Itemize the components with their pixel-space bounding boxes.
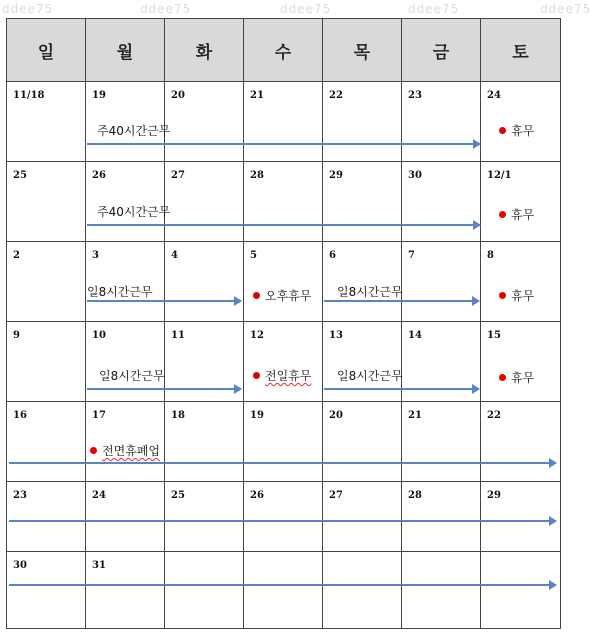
watermark: ddee75	[140, 2, 192, 16]
date-label: 17	[92, 410, 106, 421]
header-friday: 금	[402, 19, 481, 82]
red-dot-icon	[253, 372, 260, 379]
day-cell	[402, 552, 481, 628]
day-cell	[323, 482, 402, 552]
date-label: 21	[250, 90, 264, 101]
date-label: 30	[408, 170, 422, 181]
day-cell	[244, 552, 323, 628]
event-day-off	[253, 367, 311, 384]
header-wednesday: 수	[244, 19, 323, 82]
arrow-icon	[87, 388, 241, 390]
date-label: 2	[13, 250, 20, 261]
date-label: 25	[13, 170, 27, 181]
date-label: 5	[250, 250, 257, 261]
date-label: 12	[250, 330, 264, 341]
header-thursday: 목	[323, 19, 402, 82]
event-label: 일8시간근무	[337, 369, 403, 383]
arrow-icon	[87, 143, 480, 145]
event-label: 전일휴무	[265, 369, 312, 383]
header-saturday: 토	[481, 19, 560, 82]
day-cell	[7, 402, 86, 482]
event-label: 오후휴무	[265, 289, 312, 303]
day-cell	[244, 482, 323, 552]
date-label: 3	[92, 250, 99, 261]
day-cell	[7, 242, 86, 322]
header-tuesday: 화	[165, 19, 244, 82]
day-cell	[323, 242, 402, 322]
event-closure	[90, 442, 160, 459]
day-cell	[481, 242, 560, 322]
date-label: 24	[92, 490, 106, 501]
date-label: 23	[408, 90, 422, 101]
event-holiday	[499, 369, 534, 386]
date-label: 26	[92, 170, 106, 181]
day-cell	[86, 242, 165, 322]
date-label: 16	[13, 410, 27, 421]
event-label: 주40시간근무	[97, 205, 171, 219]
day-cell	[165, 162, 244, 242]
date-label: 22	[329, 90, 343, 101]
day-cell	[86, 482, 165, 552]
arrow-icon	[9, 462, 556, 464]
date-label: 20	[329, 410, 343, 421]
red-dot-icon	[499, 211, 506, 218]
date-label: 21	[408, 410, 422, 421]
date-label: 22	[487, 410, 501, 421]
day-cell	[244, 402, 323, 482]
arrow-icon	[324, 300, 479, 302]
arrow-icon	[324, 388, 479, 390]
day-cell	[323, 552, 402, 628]
date-label: 27	[171, 170, 185, 181]
event-holiday	[499, 287, 534, 304]
day-cell	[7, 162, 86, 242]
date-label: 19	[250, 410, 264, 421]
event-label: 휴무	[511, 289, 535, 303]
day-cell	[323, 162, 402, 242]
arrow-icon	[9, 520, 556, 522]
day-cell	[165, 482, 244, 552]
date-label: 6	[329, 250, 336, 261]
date-label: 27	[329, 490, 343, 501]
day-cell	[402, 322, 481, 402]
day-cell	[481, 322, 560, 402]
day-cell	[86, 322, 165, 402]
red-dot-icon	[90, 447, 97, 454]
date-label: 4	[171, 250, 178, 261]
day-cell	[244, 162, 323, 242]
event-label: 일8시간근무	[87, 285, 153, 299]
date-label: 28	[250, 170, 264, 181]
date-label: 11	[171, 330, 185, 341]
date-label: 11/18	[13, 90, 45, 101]
day-cell	[7, 322, 86, 402]
date-label: 8	[487, 250, 494, 261]
header-sunday: 일	[7, 19, 86, 82]
day-cell	[165, 552, 244, 628]
day-cell	[7, 482, 86, 552]
day-cell	[165, 82, 244, 162]
day-cell	[7, 82, 86, 162]
date-label: 30	[13, 560, 27, 571]
day-cell	[244, 242, 323, 322]
event-label: 휴무	[511, 371, 535, 385]
day-cell	[244, 322, 323, 402]
red-dot-icon	[499, 292, 506, 299]
date-label: 10	[92, 330, 106, 341]
date-label: 14	[408, 330, 422, 341]
event-label: 전면휴폐업	[102, 444, 160, 458]
date-label: 29	[487, 490, 501, 501]
event-holiday	[499, 206, 534, 223]
day-cell	[86, 552, 165, 628]
date-label: 18	[171, 410, 185, 421]
day-cell	[7, 552, 86, 628]
day-cell	[323, 322, 402, 402]
day-cell	[165, 242, 244, 322]
watermark: ddee75	[2, 2, 54, 16]
day-cell	[323, 402, 402, 482]
red-dot-icon	[499, 127, 506, 134]
date-label: 23	[13, 490, 27, 501]
date-label: 24	[487, 90, 501, 101]
day-cell	[165, 322, 244, 402]
date-label: 9	[13, 330, 20, 341]
event-label: 휴무	[511, 124, 535, 138]
watermark: ddee75	[540, 2, 591, 16]
calendar	[6, 18, 561, 629]
arrow-icon	[87, 300, 241, 302]
event-label: 휴무	[511, 208, 535, 222]
date-label: 7	[408, 250, 415, 261]
date-label: 20	[171, 90, 185, 101]
date-label: 28	[408, 490, 422, 501]
arrow-icon	[87, 224, 480, 226]
red-dot-icon	[499, 374, 506, 381]
red-dot-icon	[253, 292, 260, 299]
date-label: 13	[329, 330, 343, 341]
event-half-day-off	[253, 287, 311, 304]
day-cell	[402, 402, 481, 482]
arrow-icon	[9, 584, 556, 586]
header-monday: 월	[86, 19, 165, 82]
date-label: 31	[92, 560, 106, 571]
date-label: 15	[487, 330, 501, 341]
day-cell	[402, 242, 481, 322]
event-label: 주40시간근무	[97, 124, 171, 138]
day-cell	[323, 82, 402, 162]
day-cell	[402, 162, 481, 242]
day-cell	[244, 82, 323, 162]
date-label: 25	[171, 490, 185, 501]
day-cell	[402, 482, 481, 552]
date-label: 29	[329, 170, 343, 181]
event-holiday	[499, 122, 534, 139]
day-cell	[402, 82, 481, 162]
event-label: 일8시간근무	[99, 369, 165, 383]
date-label: 19	[92, 90, 106, 101]
day-cell	[481, 162, 560, 242]
date-label: 12/1	[487, 170, 512, 181]
watermark: ddee75	[408, 2, 460, 16]
day-cell	[86, 162, 165, 242]
day-cell	[481, 402, 560, 482]
watermark: ddee75	[280, 2, 332, 16]
event-label: 일8시간근무	[337, 285, 403, 299]
day-cell	[481, 552, 560, 628]
day-cell	[165, 402, 244, 482]
date-label: 26	[250, 490, 264, 501]
